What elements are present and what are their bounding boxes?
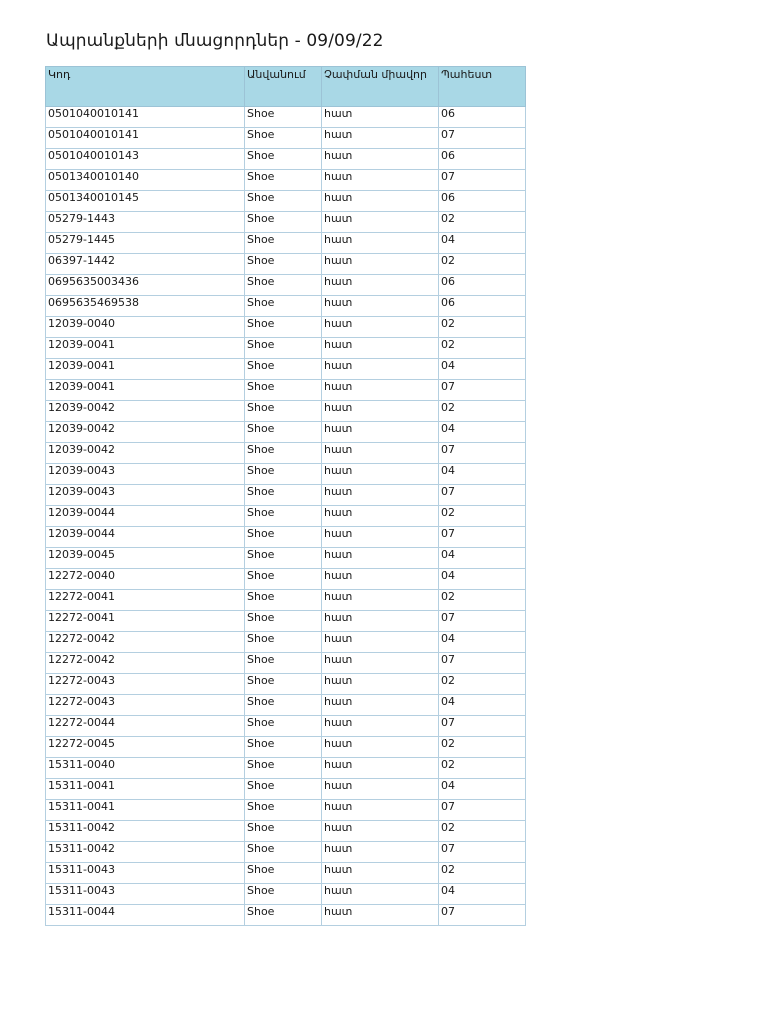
cell-code: 12039-0042 xyxy=(46,422,245,443)
table-row xyxy=(46,128,526,149)
cell-code: 06397-1442 xyxy=(46,254,245,275)
cell-name: Shoe xyxy=(245,863,322,884)
cell-code: 12272-0041 xyxy=(46,611,245,632)
cell-code: 15311-0044 xyxy=(46,905,245,926)
cell-name: Shoe xyxy=(245,317,322,338)
cell-code: 05279-1443 xyxy=(46,212,245,233)
table-row xyxy=(46,506,526,527)
cell-unit: հատ xyxy=(322,569,439,590)
table-row xyxy=(46,149,526,170)
table-row xyxy=(46,485,526,506)
cell-unit: հատ xyxy=(322,296,439,317)
cell-name: Shoe xyxy=(245,338,322,359)
cell-warehouse: 04 xyxy=(439,233,526,254)
table-row xyxy=(46,401,526,422)
cell-name: Shoe xyxy=(245,821,322,842)
table-row xyxy=(46,107,526,128)
cell-warehouse: 07 xyxy=(439,842,526,863)
cell-code: 0501040010143 xyxy=(46,149,245,170)
cell-name: Shoe xyxy=(245,653,322,674)
column-header-code: Կոդ xyxy=(46,67,245,107)
cell-name: Shoe xyxy=(245,737,322,758)
cell-warehouse: 06 xyxy=(439,296,526,317)
cell-warehouse: 06 xyxy=(439,275,526,296)
cell-code: 0695635003436 xyxy=(46,275,245,296)
cell-name: Shoe xyxy=(245,422,322,443)
cell-name: Shoe xyxy=(245,191,322,212)
cell-code: 0501040010141 xyxy=(46,128,245,149)
cell-code: 12039-0041 xyxy=(46,359,245,380)
cell-unit: հատ xyxy=(322,254,439,275)
table-row xyxy=(46,380,526,401)
cell-unit: հատ xyxy=(322,611,439,632)
cell-code: 12272-0043 xyxy=(46,674,245,695)
cell-name: Shoe xyxy=(245,254,322,275)
cell-unit: հատ xyxy=(322,191,439,212)
table-row xyxy=(46,611,526,632)
cell-warehouse: 04 xyxy=(439,464,526,485)
table-row xyxy=(46,317,526,338)
table-row xyxy=(46,884,526,905)
cell-warehouse: 02 xyxy=(439,212,526,233)
cell-code: 12272-0044 xyxy=(46,716,245,737)
cell-code: 0501340010145 xyxy=(46,191,245,212)
cell-name: Shoe xyxy=(245,611,322,632)
table-body xyxy=(46,107,526,926)
cell-warehouse: 02 xyxy=(439,401,526,422)
cell-name: Shoe xyxy=(245,527,322,548)
cell-unit: հատ xyxy=(322,212,439,233)
cell-code: 0501340010140 xyxy=(46,170,245,191)
cell-code: 12039-0042 xyxy=(46,401,245,422)
cell-code: 12039-0044 xyxy=(46,506,245,527)
table-row xyxy=(46,758,526,779)
table-row xyxy=(46,170,526,191)
cell-warehouse: 04 xyxy=(439,695,526,716)
cell-code: 12039-0042 xyxy=(46,443,245,464)
table-row xyxy=(46,905,526,926)
cell-unit: հատ xyxy=(322,842,439,863)
cell-code: 15311-0043 xyxy=(46,884,245,905)
table-row xyxy=(46,548,526,569)
cell-name: Shoe xyxy=(245,170,322,191)
table-row xyxy=(46,296,526,317)
table-row xyxy=(46,275,526,296)
cell-name: Shoe xyxy=(245,380,322,401)
cell-code: 12039-0044 xyxy=(46,527,245,548)
table-row xyxy=(46,569,526,590)
cell-warehouse: 04 xyxy=(439,548,526,569)
cell-unit: հատ xyxy=(322,527,439,548)
cell-code: 12039-0045 xyxy=(46,548,245,569)
table-row xyxy=(46,716,526,737)
cell-name: Shoe xyxy=(245,695,322,716)
cell-code: 12039-0041 xyxy=(46,380,245,401)
cell-name: Shoe xyxy=(245,590,322,611)
cell-warehouse: 04 xyxy=(439,422,526,443)
cell-warehouse: 07 xyxy=(439,905,526,926)
cell-warehouse: 02 xyxy=(439,506,526,527)
cell-name: Shoe xyxy=(245,128,322,149)
cell-code: 15311-0042 xyxy=(46,842,245,863)
cell-code: 12272-0042 xyxy=(46,653,245,674)
table-row xyxy=(46,254,526,275)
cell-code: 12039-0043 xyxy=(46,464,245,485)
cell-code: 12039-0043 xyxy=(46,485,245,506)
cell-unit: հատ xyxy=(322,737,439,758)
cell-name: Shoe xyxy=(245,548,322,569)
cell-unit: հատ xyxy=(322,317,439,338)
cell-warehouse: 06 xyxy=(439,107,526,128)
cell-code: 15311-0041 xyxy=(46,779,245,800)
cell-name: Shoe xyxy=(245,884,322,905)
column-header-name: Անվանում xyxy=(245,67,322,107)
cell-unit: հատ xyxy=(322,590,439,611)
cell-code: 0695635469538 xyxy=(46,296,245,317)
cell-code: 12272-0042 xyxy=(46,632,245,653)
cell-name: Shoe xyxy=(245,149,322,170)
cell-warehouse: 02 xyxy=(439,821,526,842)
table-row xyxy=(46,590,526,611)
cell-code: 15311-0041 xyxy=(46,800,245,821)
cell-unit: հատ xyxy=(322,485,439,506)
cell-code: 12272-0045 xyxy=(46,737,245,758)
cell-unit: հատ xyxy=(322,779,439,800)
table-row xyxy=(46,191,526,212)
cell-unit: հատ xyxy=(322,443,439,464)
cell-name: Shoe xyxy=(245,275,322,296)
cell-warehouse: 02 xyxy=(439,863,526,884)
cell-code: 12272-0041 xyxy=(46,590,245,611)
table-row xyxy=(46,695,526,716)
cell-name: Shoe xyxy=(245,233,322,254)
cell-warehouse: 06 xyxy=(439,191,526,212)
cell-warehouse: 06 xyxy=(439,149,526,170)
cell-name: Shoe xyxy=(245,632,322,653)
cell-unit: հատ xyxy=(322,359,439,380)
table-row xyxy=(46,821,526,842)
header-row xyxy=(46,67,526,107)
table-row xyxy=(46,443,526,464)
cell-unit: հատ xyxy=(322,758,439,779)
cell-unit: հատ xyxy=(322,380,439,401)
cell-warehouse: 02 xyxy=(439,758,526,779)
cell-name: Shoe xyxy=(245,485,322,506)
cell-name: Shoe xyxy=(245,212,322,233)
cell-unit: հատ xyxy=(322,695,439,716)
cell-unit: հատ xyxy=(322,401,439,422)
cell-warehouse: 02 xyxy=(439,590,526,611)
cell-warehouse: 07 xyxy=(439,653,526,674)
table-header xyxy=(46,67,526,107)
cell-unit: հատ xyxy=(322,632,439,653)
cell-unit: հատ xyxy=(322,884,439,905)
cell-warehouse: 02 xyxy=(439,674,526,695)
cell-warehouse: 07 xyxy=(439,170,526,191)
cell-unit: հատ xyxy=(322,674,439,695)
cell-name: Shoe xyxy=(245,569,322,590)
cell-unit: հատ xyxy=(322,548,439,569)
cell-unit: հատ xyxy=(322,107,439,128)
cell-name: Shoe xyxy=(245,800,322,821)
cell-warehouse: 02 xyxy=(439,737,526,758)
cell-warehouse: 02 xyxy=(439,317,526,338)
cell-name: Shoe xyxy=(245,464,322,485)
cell-name: Shoe xyxy=(245,779,322,800)
table-row xyxy=(46,527,526,548)
cell-warehouse: 04 xyxy=(439,359,526,380)
table-row xyxy=(46,863,526,884)
table-row xyxy=(46,338,526,359)
table-row xyxy=(46,653,526,674)
table-row xyxy=(46,212,526,233)
cell-warehouse: 07 xyxy=(439,128,526,149)
table-row xyxy=(46,464,526,485)
cell-warehouse: 04 xyxy=(439,632,526,653)
stock-table xyxy=(45,66,526,926)
cell-unit: հատ xyxy=(322,149,439,170)
table-row xyxy=(46,632,526,653)
cell-name: Shoe xyxy=(245,674,322,695)
cell-name: Shoe xyxy=(245,716,322,737)
cell-warehouse: 07 xyxy=(439,443,526,464)
cell-warehouse: 04 xyxy=(439,569,526,590)
cell-name: Shoe xyxy=(245,842,322,863)
cell-unit: հատ xyxy=(322,821,439,842)
table-row xyxy=(46,800,526,821)
cell-name: Shoe xyxy=(245,443,322,464)
page-title: Ապրանքների մնացորդներ - 09/09/22 xyxy=(46,31,384,51)
cell-warehouse: 02 xyxy=(439,254,526,275)
cell-unit: հատ xyxy=(322,464,439,485)
cell-code: 12272-0040 xyxy=(46,569,245,590)
cell-warehouse: 07 xyxy=(439,527,526,548)
cell-warehouse: 07 xyxy=(439,380,526,401)
cell-unit: հատ xyxy=(322,506,439,527)
cell-warehouse: 04 xyxy=(439,884,526,905)
cell-unit: հատ xyxy=(322,716,439,737)
cell-name: Shoe xyxy=(245,506,322,527)
cell-name: Shoe xyxy=(245,758,322,779)
cell-name: Shoe xyxy=(245,905,322,926)
table-row xyxy=(46,737,526,758)
cell-unit: հատ xyxy=(322,233,439,254)
cell-unit: հատ xyxy=(322,800,439,821)
cell-unit: հատ xyxy=(322,863,439,884)
table-row xyxy=(46,842,526,863)
cell-code: 05279-1445 xyxy=(46,233,245,254)
table-row xyxy=(46,422,526,443)
cell-unit: հատ xyxy=(322,128,439,149)
cell-warehouse: 07 xyxy=(439,485,526,506)
cell-name: Shoe xyxy=(245,401,322,422)
cell-code: 12039-0040 xyxy=(46,317,245,338)
cell-unit: հատ xyxy=(322,338,439,359)
cell-code: 15311-0043 xyxy=(46,863,245,884)
table-row xyxy=(46,233,526,254)
cell-name: Shoe xyxy=(245,107,322,128)
cell-unit: հատ xyxy=(322,170,439,191)
cell-unit: հատ xyxy=(322,422,439,443)
cell-code: 15311-0042 xyxy=(46,821,245,842)
table-row xyxy=(46,359,526,380)
cell-code: 0501040010141 xyxy=(46,107,245,128)
table-row xyxy=(46,779,526,800)
cell-unit: հատ xyxy=(322,275,439,296)
cell-unit: հատ xyxy=(322,905,439,926)
column-header-warehouse: Պահեստ xyxy=(439,67,526,107)
cell-warehouse: 02 xyxy=(439,338,526,359)
cell-code: 12039-0041 xyxy=(46,338,245,359)
cell-warehouse: 07 xyxy=(439,800,526,821)
column-header-unit: Չափման միավոր xyxy=(322,67,439,107)
cell-warehouse: 07 xyxy=(439,611,526,632)
table-row xyxy=(46,674,526,695)
cell-code: 12272-0043 xyxy=(46,695,245,716)
cell-warehouse: 04 xyxy=(439,779,526,800)
cell-unit: հատ xyxy=(322,653,439,674)
cell-warehouse: 07 xyxy=(439,716,526,737)
cell-code: 15311-0040 xyxy=(46,758,245,779)
cell-name: Shoe xyxy=(245,359,322,380)
cell-name: Shoe xyxy=(245,296,322,317)
